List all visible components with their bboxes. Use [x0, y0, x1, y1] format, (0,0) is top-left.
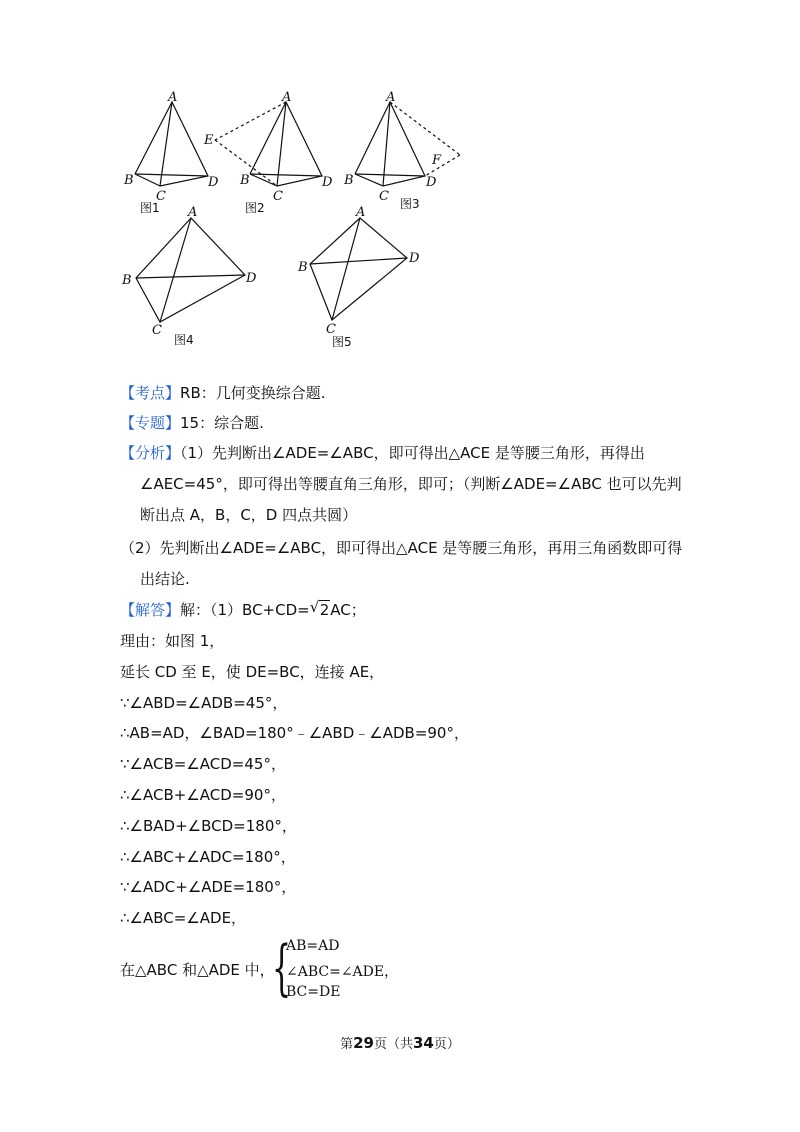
fig1-label-a: A: [168, 90, 178, 105]
fig1-label-d: D: [208, 175, 219, 190]
step-line: ∵∠ADC+∠ADE=180°，: [120, 878, 297, 896]
fig3-label-d: D: [426, 175, 437, 190]
fig5-caption: 图5: [332, 335, 352, 349]
fenxi-tag: 【分析】: [120, 444, 181, 462]
fig4-label-d: D: [246, 271, 257, 286]
jieda-suffix: AC；: [330, 601, 366, 619]
fig3-label-c: C: [379, 189, 389, 204]
fig4-bd: [136, 275, 245, 278]
zhuanti-tag: 【专题】: [120, 414, 181, 432]
fig4-caption: 图4: [174, 333, 194, 347]
kaodian-text: RB：几何变换综合题.: [180, 384, 326, 402]
fig3-caption: 图3: [400, 197, 420, 211]
zhuanti-line: [120, 413, 264, 433]
kaodian-tag: 【考点】: [120, 384, 181, 402]
jieda-prefix: 解：（1）BC+CD=: [180, 601, 310, 619]
fig4-ac: [160, 218, 191, 322]
fig2-ac: [277, 102, 286, 186]
fig2-label-e: E: [204, 133, 214, 148]
fig3-outline: [355, 102, 425, 186]
footer-page-number: 29: [353, 1034, 374, 1052]
system-prefix: 在△ABC 和△ADE 中，: [120, 961, 275, 979]
fenxi-line-2: ∠AEC=45°，即可得出等腰直角三角形，即可；（判断∠ADE=∠ABC 也可以先判: [140, 475, 682, 493]
step-line: ∴AB=AD，∠BAD=180°﹣∠ABD﹣∠ADB=90°，: [120, 724, 469, 742]
sqrt-radicand: 2: [319, 601, 330, 619]
fig2-label-a: A: [282, 90, 292, 105]
fig1-caption: 图1: [140, 201, 160, 215]
fig4-label-b: B: [122, 273, 132, 288]
fig1-label-b: B: [124, 173, 134, 188]
step-line: 延长 CD 至 E，使 DE=BC，连接 AE，: [120, 663, 385, 681]
fig3-label-a: A: [386, 90, 396, 105]
fenxi-text-1: （1）先判断出∠ADE=∠ABC，即可得出△ACE 是等腰三角形，再得出: [180, 444, 645, 462]
zhuanti-text: 15：综合题.: [180, 414, 264, 432]
step-line: ∴∠ABC=∠ADE，: [120, 909, 247, 927]
step-line: ∴∠BAD+∠BCD=180°，: [120, 817, 297, 835]
jieda-line: [120, 600, 366, 620]
fenxi-line-3: 断出点 A，B，C，D 四点共圆）: [140, 506, 358, 524]
page-footer: [0, 1033, 800, 1052]
footer-pre: 第: [340, 1037, 354, 1052]
fig5-outline: [310, 218, 407, 320]
fig2-label-b: B: [240, 173, 250, 188]
geometry-figures: [100, 88, 440, 358]
step-line: ∴∠ACB+∠ACD=90°，: [120, 786, 286, 804]
fig5-label-d: D: [409, 251, 420, 266]
figures-svg: [100, 88, 440, 358]
sqrt-expression: [310, 600, 331, 620]
fig1-bd: [135, 174, 208, 176]
fenxi-line-1: [120, 443, 645, 463]
part2-line-1: （2）先判断出∠ADE=∠ABC，即可得出△ACE 是等腰三角形，再用三角函数即可得: [120, 539, 683, 557]
fig4-outline: [136, 218, 245, 322]
jieda-tag: 【解答】: [120, 601, 181, 619]
fig1-label-c: C: [156, 189, 166, 204]
footer-total-pages: 34: [413, 1034, 434, 1052]
step-line: 理由：如图 1，: [120, 632, 225, 650]
fig4-label-a: A: [188, 205, 198, 220]
footer-post: 页）: [433, 1037, 460, 1052]
fig3-bd: [355, 174, 425, 176]
fig2-label-c: C: [273, 189, 283, 204]
fig2-bd: [250, 174, 322, 176]
fig2-caption: 图2: [245, 201, 265, 215]
fig3-label-f: F: [432, 153, 442, 168]
system-case: BC=DE: [286, 984, 341, 1000]
fig1-outline: [135, 102, 208, 186]
footer-mid: 页（共: [373, 1037, 413, 1052]
fig5-bd: [310, 258, 407, 264]
fig3-label-b: B: [344, 173, 354, 188]
system-case: ∠ABC=∠ADE，: [286, 964, 399, 980]
fig4-label-c: C: [152, 323, 162, 338]
fig3-af: [390, 102, 460, 155]
system-case: AB=AD: [286, 938, 340, 954]
fig5-label-b: B: [298, 260, 308, 275]
kaodian-line: [120, 383, 326, 403]
fig2-ae: [215, 102, 286, 140]
part2-line-2: 出结论.: [140, 570, 190, 588]
fig5-ac: [332, 218, 360, 320]
brace-icon: {: [272, 933, 292, 1003]
fig5-label-c: C: [326, 322, 336, 337]
radical-icon: √: [309, 598, 320, 616]
step-line: ∴∠ABC+∠ADC=180°，: [120, 848, 296, 866]
step-line: ∵∠ABD=∠ADB=45°，: [120, 694, 288, 712]
step-line: ∵∠ACB=∠ACD=45°，: [120, 755, 286, 773]
fig2-label-d: D: [322, 175, 333, 190]
fig3-fd: [425, 155, 460, 176]
equation-system: [272, 933, 422, 1003]
fig5-label-a: A: [356, 205, 366, 220]
